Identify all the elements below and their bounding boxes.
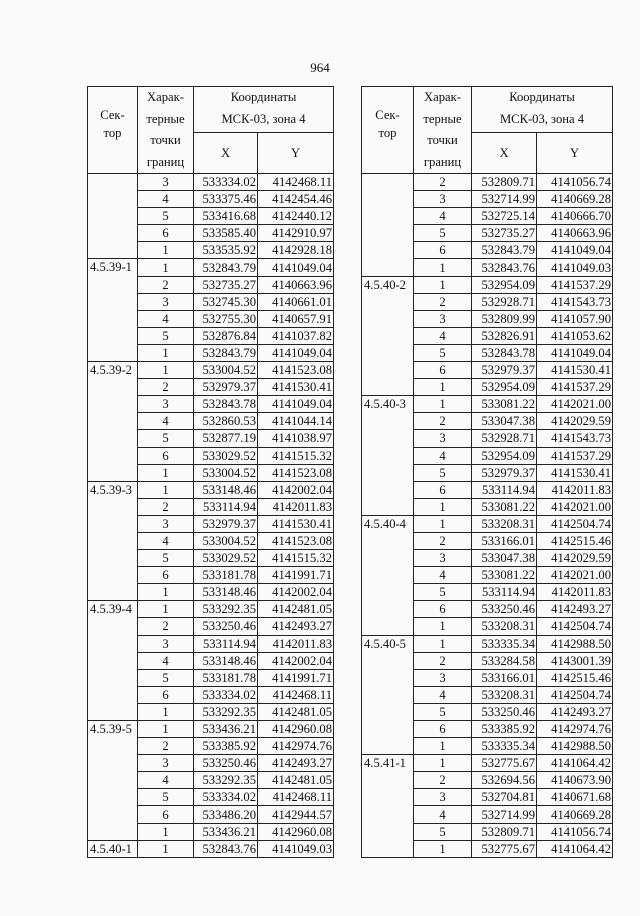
point-number-cell: 1 <box>414 635 472 652</box>
x-coordinate-cell: 533375.46 <box>194 191 258 208</box>
point-number-cell: 6 <box>414 362 472 379</box>
y-coordinate-cell: 4142029.59 <box>537 550 613 567</box>
point-number-cell: 2 <box>138 379 194 396</box>
point-number-cell: 1 <box>414 276 472 293</box>
x-coordinate-cell: 532979.37 <box>472 464 537 481</box>
point-number-cell: 1 <box>138 823 194 840</box>
y-coordinate-cell: 4141037.82 <box>258 327 334 344</box>
y-coordinate-cell: 4141038.97 <box>258 430 334 447</box>
point-number-cell: 4 <box>414 567 472 584</box>
x-coordinate-cell: 532843.78 <box>194 396 258 413</box>
y-coordinate-cell: 4140666.70 <box>537 208 613 225</box>
y-coordinate-cell: 4141049.03 <box>258 840 334 857</box>
y-coordinate-cell: 4142515.46 <box>537 532 613 549</box>
x-coordinate-cell: 533047.38 <box>472 550 537 567</box>
y-coordinate-cell: 4141056.74 <box>537 823 613 840</box>
point-number-cell: 1 <box>138 601 194 618</box>
x-coordinate-cell: 533148.46 <box>194 584 258 601</box>
boundary-points-header: Харак- терные точки границ <box>138 87 194 174</box>
x-coordinate-cell: 533385.92 <box>472 721 537 738</box>
y-coordinate-cell: 4140669.28 <box>537 806 613 823</box>
point-number-cell: 4 <box>138 532 194 549</box>
point-number-cell: 1 <box>414 515 472 532</box>
table-row <box>88 481 334 498</box>
point-number-cell: 3 <box>414 550 472 567</box>
point-number-cell: 4 <box>414 208 472 225</box>
point-number-cell: 4 <box>138 652 194 669</box>
point-number-cell: 4 <box>414 686 472 703</box>
y-coordinate-cell: 4142515.46 <box>537 669 613 686</box>
y-coordinate-cell: 4141049.04 <box>258 344 334 361</box>
point-number-cell: 3 <box>138 174 194 191</box>
x-coordinate-cell: 532843.76 <box>194 840 258 857</box>
y-coordinate-cell: 4141049.04 <box>537 344 613 361</box>
x-coordinate-cell: 532843.79 <box>472 242 537 259</box>
point-number-cell: 3 <box>414 669 472 686</box>
sector-header: Сек- тор <box>88 87 138 174</box>
point-number-cell: 1 <box>138 481 194 498</box>
sector-cell: 4.5.39-2 <box>88 362 138 482</box>
y-coordinate-cell: 4142974.76 <box>258 738 334 755</box>
sector-header: Сек- тор <box>362 87 414 174</box>
y-coordinate-cell: 4142960.08 <box>258 721 334 738</box>
table-row <box>88 174 334 191</box>
table-row <box>88 840 334 857</box>
y-coordinate-cell: 4141530.41 <box>258 515 334 532</box>
point-number-cell: 4 <box>138 413 194 430</box>
y-coordinate-cell: 4140663.96 <box>258 276 334 293</box>
point-number-cell: 1 <box>138 464 194 481</box>
y-coordinate-cell: 4141064.42 <box>537 755 613 772</box>
x-coordinate-cell: 533335.34 <box>472 738 537 755</box>
point-number-cell: 1 <box>414 738 472 755</box>
point-number-cell: 3 <box>138 755 194 772</box>
y-coordinate-cell: 4141044.14 <box>258 413 334 430</box>
x-coordinate-cell: 533334.02 <box>194 789 258 806</box>
point-number-cell: 3 <box>138 635 194 652</box>
table-row <box>362 276 613 293</box>
point-number-cell: 6 <box>414 601 472 618</box>
y-coordinate-cell: 4141530.41 <box>537 464 613 481</box>
x-coordinate-cell: 533166.01 <box>472 532 537 549</box>
x-coordinate-cell: 533004.52 <box>194 464 258 481</box>
x-coordinate-cell: 533004.52 <box>194 362 258 379</box>
x-coordinate-cell: 532694.56 <box>472 772 537 789</box>
x-coordinate-cell: 532714.99 <box>472 806 537 823</box>
x-coordinate-cell: 533114.94 <box>194 635 258 652</box>
y-coordinate-cell: 4142504.74 <box>537 618 613 635</box>
y-coordinate-cell: 4141064.42 <box>537 840 613 857</box>
x-coordinate-cell: 532954.09 <box>472 447 537 464</box>
point-number-cell: 5 <box>138 669 194 686</box>
y-coordinate-cell: 4142021.00 <box>537 498 613 515</box>
y-coordinate-cell: 4141049.03 <box>537 259 613 276</box>
y-coordinate-cell: 4141537.29 <box>537 447 613 464</box>
point-number-cell: 6 <box>414 721 472 738</box>
point-number-cell: 5 <box>138 208 194 225</box>
x-coordinate-cell: 532979.37 <box>194 379 258 396</box>
y-coordinate-cell: 4140663.96 <box>537 225 613 242</box>
y-coordinate-cell: 4141543.73 <box>537 293 613 310</box>
x-coordinate-cell: 533114.94 <box>194 498 258 515</box>
y-coordinate-cell: 4142002.04 <box>258 652 334 669</box>
table-row <box>362 174 613 191</box>
sector-cell: 4.5.40-5 <box>362 635 414 755</box>
y-column-header: Y <box>258 133 334 174</box>
y-coordinate-cell: 4141523.08 <box>258 362 334 379</box>
table-row <box>88 259 334 276</box>
y-coordinate-cell: 4141537.29 <box>537 276 613 293</box>
x-coordinate-cell: 533416.68 <box>194 208 258 225</box>
table-row <box>362 515 613 532</box>
x-coordinate-cell: 532745.30 <box>194 293 258 310</box>
y-coordinate-cell: 4142454.46 <box>258 191 334 208</box>
point-number-cell: 1 <box>138 840 194 857</box>
x-coordinate-cell: 532843.76 <box>472 259 537 276</box>
x-coordinate-cell: 533004.52 <box>194 532 258 549</box>
sector-cell: 4.5.40-4 <box>362 515 414 635</box>
sector-cell: 4.5.41-1 <box>362 755 414 858</box>
point-number-cell: 3 <box>414 310 472 327</box>
y-coordinate-cell: 4141515.32 <box>258 550 334 567</box>
y-coordinate-cell: 4143001.39 <box>537 652 613 669</box>
point-number-cell: 1 <box>414 618 472 635</box>
y-coordinate-cell: 4142468.11 <box>258 174 334 191</box>
point-number-cell: 1 <box>414 755 472 772</box>
sector-cell: 4.5.40-1 <box>88 840 138 857</box>
x-coordinate-cell: 532876.84 <box>194 327 258 344</box>
x-coordinate-cell: 533335.34 <box>472 635 537 652</box>
x-coordinate-cell: 533250.46 <box>194 755 258 772</box>
x-coordinate-cell: 533047.38 <box>472 413 537 430</box>
x-coordinate-cell: 533029.52 <box>194 550 258 567</box>
table-row <box>362 635 613 652</box>
point-number-cell: 2 <box>414 293 472 310</box>
x-coordinate-cell: 532954.09 <box>472 379 537 396</box>
sector-cell: 4.5.39-4 <box>88 601 138 721</box>
point-number-cell: 6 <box>414 242 472 259</box>
point-number-cell: 4 <box>138 310 194 327</box>
point-number-cell: 2 <box>414 652 472 669</box>
point-number-cell: 5 <box>138 550 194 567</box>
table-row <box>362 396 613 413</box>
x-coordinate-cell: 533208.31 <box>472 618 537 635</box>
table-row <box>88 601 334 618</box>
x-coordinate-cell: 533334.02 <box>194 174 258 191</box>
x-coordinate-cell: 532755.30 <box>194 310 258 327</box>
point-number-cell: 3 <box>138 293 194 310</box>
point-number-cell: 6 <box>138 806 194 823</box>
coordinates-table-left <box>87 86 334 858</box>
point-number-cell: 6 <box>414 481 472 498</box>
point-number-cell: 1 <box>414 379 472 396</box>
point-number-cell: 3 <box>138 515 194 532</box>
y-coordinate-cell: 4141049.04 <box>258 259 334 276</box>
y-coordinate-cell: 4142029.59 <box>537 413 613 430</box>
x-coordinate-cell: 532877.19 <box>194 430 258 447</box>
y-coordinate-cell: 4142910.97 <box>258 225 334 242</box>
point-number-cell: 6 <box>138 686 194 703</box>
x-coordinate-cell: 532928.71 <box>472 293 537 310</box>
sector-cell: 4.5.39-1 <box>88 259 138 362</box>
x-coordinate-cell: 532860.53 <box>194 413 258 430</box>
x-coordinate-cell: 533148.46 <box>194 481 258 498</box>
y-coordinate-cell: 4141523.08 <box>258 532 334 549</box>
point-number-cell: 5 <box>414 584 472 601</box>
x-coordinate-cell: 532843.78 <box>472 344 537 361</box>
point-number-cell: 5 <box>414 823 472 840</box>
page-number: 964 <box>310 60 330 75</box>
sector-cell: 4.5.39-5 <box>88 721 138 841</box>
point-number-cell: 3 <box>414 430 472 447</box>
y-coordinate-cell: 4142504.74 <box>537 515 613 532</box>
y-coordinate-cell: 4141049.04 <box>258 396 334 413</box>
y-coordinate-cell: 4142974.76 <box>537 721 613 738</box>
x-column-header: X <box>194 133 258 174</box>
x-coordinate-cell: 533436.21 <box>194 823 258 840</box>
y-coordinate-cell: 4141056.74 <box>537 174 613 191</box>
y-coordinate-cell: 4142944.57 <box>258 806 334 823</box>
x-coordinate-cell: 533114.94 <box>472 481 537 498</box>
coordinates-table-right <box>361 86 613 858</box>
y-coordinate-cell: 4142468.11 <box>258 686 334 703</box>
point-number-cell: 6 <box>138 225 194 242</box>
point-number-cell: 3 <box>414 789 472 806</box>
x-coordinate-cell: 533334.02 <box>194 686 258 703</box>
y-coordinate-cell: 4142928.18 <box>258 242 334 259</box>
y-coordinate-cell: 4142481.05 <box>258 601 334 618</box>
x-coordinate-cell: 533486.20 <box>194 806 258 823</box>
y-coordinate-cell: 4142481.05 <box>258 703 334 720</box>
y-coordinate-cell: 4141057.90 <box>537 310 613 327</box>
x-coordinate-cell: 533029.52 <box>194 447 258 464</box>
y-coordinate-cell: 4142493.27 <box>537 601 613 618</box>
point-number-cell: 4 <box>138 772 194 789</box>
x-coordinate-cell: 532735.27 <box>472 225 537 242</box>
y-coordinate-cell: 4142493.27 <box>258 618 334 635</box>
y-coordinate-cell: 4140657.91 <box>258 310 334 327</box>
y-coordinate-cell: 4142011.83 <box>537 481 613 498</box>
x-coordinate-cell: 532775.67 <box>472 840 537 857</box>
point-number-cell: 5 <box>414 703 472 720</box>
x-coordinate-cell: 533166.01 <box>472 669 537 686</box>
boundary-points-header: Харак- терные точки границ <box>414 87 472 174</box>
point-number-cell: 3 <box>414 191 472 208</box>
x-coordinate-cell: 533148.46 <box>194 652 258 669</box>
y-coordinate-cell: 4142011.83 <box>258 635 334 652</box>
y-coordinate-cell: 4142002.04 <box>258 481 334 498</box>
y-coordinate-cell: 4142481.05 <box>258 772 334 789</box>
y-coordinate-cell: 4141049.04 <box>537 242 613 259</box>
sector-cell: 4.5.39-3 <box>88 481 138 601</box>
x-coordinate-cell: 533292.35 <box>194 703 258 720</box>
y-coordinate-cell: 4140661.01 <box>258 293 334 310</box>
x-coordinate-cell: 533292.35 <box>194 601 258 618</box>
point-number-cell: 1 <box>138 721 194 738</box>
x-coordinate-cell: 533585.40 <box>194 225 258 242</box>
point-number-cell: 4 <box>138 191 194 208</box>
point-number-cell: 6 <box>138 567 194 584</box>
y-coordinate-cell: 4142021.00 <box>537 567 613 584</box>
sector-cell <box>88 174 138 259</box>
point-number-cell: 1 <box>414 498 472 515</box>
x-coordinate-cell: 532826.91 <box>472 327 537 344</box>
y-coordinate-cell: 4141053.62 <box>537 327 613 344</box>
y-column-header: Y <box>537 133 613 174</box>
y-coordinate-cell: 4142493.27 <box>537 703 613 720</box>
x-coordinate-cell: 532714.99 <box>472 191 537 208</box>
x-coordinate-cell: 533436.21 <box>194 721 258 738</box>
x-coordinate-cell: 533081.22 <box>472 498 537 515</box>
point-number-cell: 2 <box>414 772 472 789</box>
table-row <box>88 721 334 738</box>
sector-cell <box>362 174 414 277</box>
x-coordinate-cell: 533250.46 <box>194 618 258 635</box>
sector-cell: 4.5.40-3 <box>362 396 414 516</box>
point-number-cell: 1 <box>138 344 194 361</box>
y-coordinate-cell: 4141523.08 <box>258 464 334 481</box>
x-coordinate-cell: 533081.22 <box>472 396 537 413</box>
x-coordinate-cell: 533181.78 <box>194 567 258 584</box>
point-number-cell: 4 <box>414 447 472 464</box>
x-coordinate-cell: 532809.99 <box>472 310 537 327</box>
y-coordinate-cell: 4141991.71 <box>258 669 334 686</box>
x-coordinate-cell: 533208.31 <box>472 686 537 703</box>
y-coordinate-cell: 4142960.08 <box>258 823 334 840</box>
coordinates-header: Координаты МСК-03, зона 4 <box>472 87 613 133</box>
point-number-cell: 2 <box>138 738 194 755</box>
point-number-cell: 1 <box>138 259 194 276</box>
point-number-cell: 5 <box>414 225 472 242</box>
point-number-cell: 2 <box>414 174 472 191</box>
y-coordinate-cell: 4140671.68 <box>537 789 613 806</box>
x-coordinate-cell: 533081.22 <box>472 567 537 584</box>
x-coordinate-cell: 533284.58 <box>472 652 537 669</box>
x-coordinate-cell: 532735.27 <box>194 276 258 293</box>
point-number-cell: 3 <box>138 396 194 413</box>
x-coordinate-cell: 533181.78 <box>194 669 258 686</box>
x-coordinate-cell: 532979.37 <box>194 515 258 532</box>
x-coordinate-cell: 532843.79 <box>194 259 258 276</box>
point-number-cell: 1 <box>138 242 194 259</box>
x-coordinate-cell: 532809.71 <box>472 174 537 191</box>
y-coordinate-cell: 4141515.32 <box>258 447 334 464</box>
x-coordinate-cell: 532809.71 <box>472 823 537 840</box>
x-coordinate-cell: 532928.71 <box>472 430 537 447</box>
point-number-cell: 5 <box>414 464 472 481</box>
y-coordinate-cell: 4142504.74 <box>537 686 613 703</box>
point-number-cell: 4 <box>414 327 472 344</box>
coordinates-header: Координаты МСК-03, зона 4 <box>194 87 334 133</box>
point-number-cell: 2 <box>414 532 472 549</box>
x-coordinate-cell: 532725.14 <box>472 208 537 225</box>
point-number-cell: 1 <box>414 396 472 413</box>
y-coordinate-cell: 4141537.29 <box>537 379 613 396</box>
x-coordinate-cell: 532775.67 <box>472 755 537 772</box>
point-number-cell: 2 <box>138 276 194 293</box>
y-coordinate-cell: 4142002.04 <box>258 584 334 601</box>
y-coordinate-cell: 4142493.27 <box>258 755 334 772</box>
y-coordinate-cell: 4142011.83 <box>258 498 334 515</box>
y-coordinate-cell: 4142988.50 <box>537 738 613 755</box>
x-coordinate-cell: 532843.79 <box>194 344 258 361</box>
point-number-cell: 4 <box>414 806 472 823</box>
point-number-cell: 1 <box>414 840 472 857</box>
y-coordinate-cell: 4142021.00 <box>537 396 613 413</box>
table-row <box>88 362 334 379</box>
x-coordinate-cell: 533292.35 <box>194 772 258 789</box>
y-coordinate-cell: 4140669.28 <box>537 191 613 208</box>
y-coordinate-cell: 4141543.73 <box>537 430 613 447</box>
y-coordinate-cell: 4142988.50 <box>537 635 613 652</box>
x-coordinate-cell: 533250.46 <box>472 703 537 720</box>
x-coordinate-cell: 533250.46 <box>472 601 537 618</box>
y-coordinate-cell: 4141530.41 <box>258 379 334 396</box>
point-number-cell: 1 <box>414 259 472 276</box>
x-column-header: X <box>472 133 537 174</box>
y-coordinate-cell: 4141530.41 <box>537 362 613 379</box>
point-number-cell: 5 <box>138 430 194 447</box>
point-number-cell: 1 <box>138 584 194 601</box>
point-number-cell: 2 <box>138 498 194 515</box>
x-coordinate-cell: 533208.31 <box>472 515 537 532</box>
point-number-cell: 1 <box>138 362 194 379</box>
point-number-cell: 5 <box>138 327 194 344</box>
sector-cell: 4.5.40-2 <box>362 276 414 396</box>
y-coordinate-cell: 4141991.71 <box>258 567 334 584</box>
y-coordinate-cell: 4142011.83 <box>537 584 613 601</box>
point-number-cell: 5 <box>138 789 194 806</box>
table-row <box>362 755 613 772</box>
x-coordinate-cell: 532704.81 <box>472 789 537 806</box>
point-number-cell: 2 <box>414 413 472 430</box>
point-number-cell: 6 <box>138 447 194 464</box>
point-number-cell: 1 <box>138 703 194 720</box>
point-number-cell: 5 <box>414 344 472 361</box>
y-coordinate-cell: 4140673.90 <box>537 772 613 789</box>
point-number-cell: 2 <box>138 618 194 635</box>
y-coordinate-cell: 4142468.11 <box>258 789 334 806</box>
x-coordinate-cell: 532954.09 <box>472 276 537 293</box>
y-coordinate-cell: 4142440.12 <box>258 208 334 225</box>
x-coordinate-cell: 533385.92 <box>194 738 258 755</box>
x-coordinate-cell: 533535.92 <box>194 242 258 259</box>
x-coordinate-cell: 533114.94 <box>472 584 537 601</box>
x-coordinate-cell: 532979.37 <box>472 362 537 379</box>
